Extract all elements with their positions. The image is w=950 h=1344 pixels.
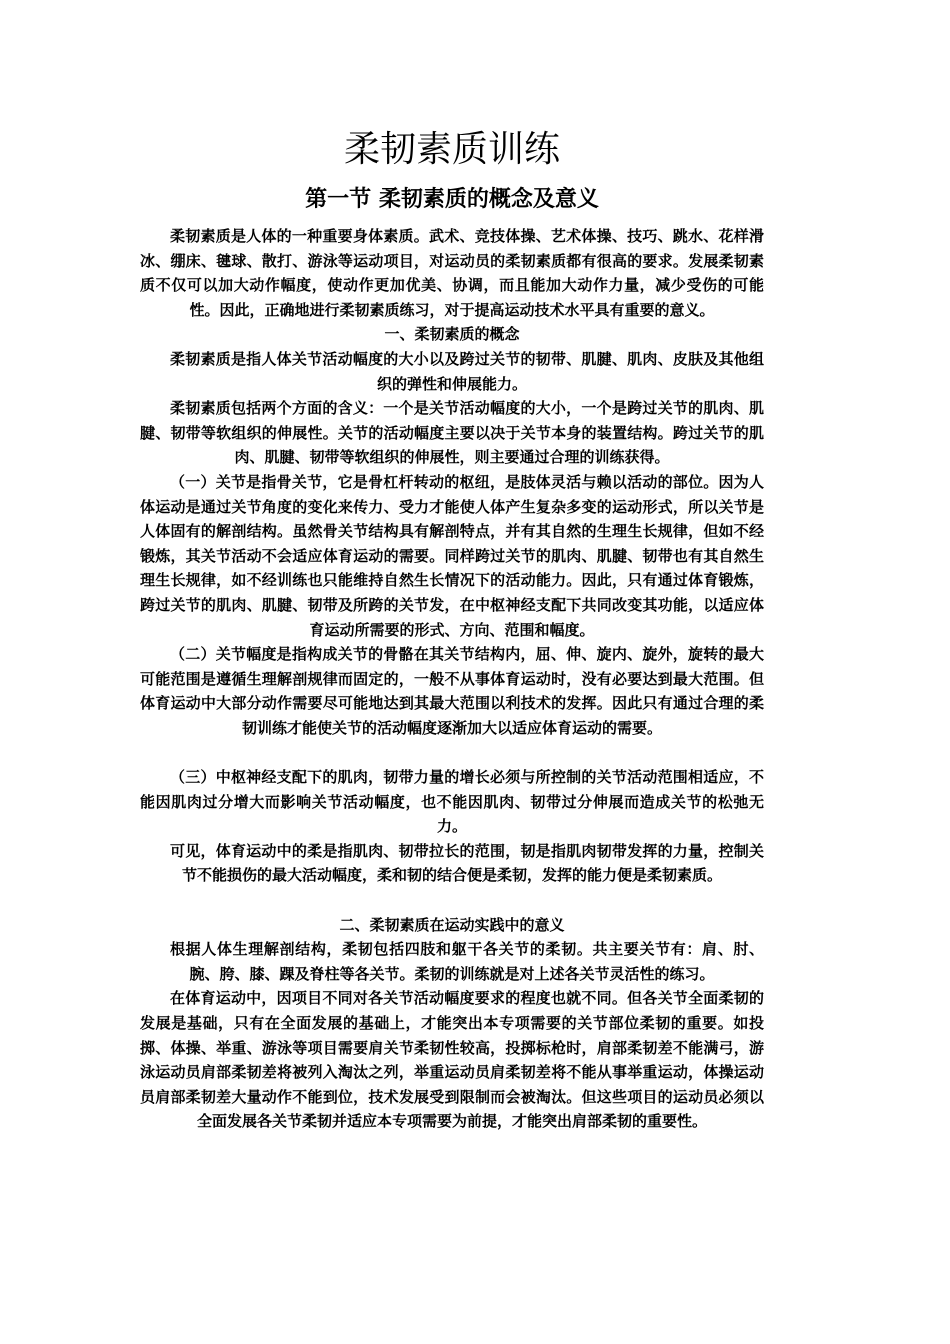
paragraph-point-3: （三）中枢神经支配下的肌肉，韧带力量的增长必须与所控制的关节活动范围相适应，不能因肌肉过分增大而影响关节活动幅度，也不能因肌肉、韧带过分伸展而造成关节的松弛无力。: [140, 768, 764, 836]
paragraph-point-1: （一）关节是指骨关节，它是骨杠杆转动的枢纽，是肢体灵活与赖以活动的部位。因为人体运动是通过关节角度的变化来传力、受力才能使人体产生复杂多变的运动形式，所以关节是人体固有的解剖结构。虽然骨关节结构具有解剖特点，并有其自然的生理生长规律，但如不经锻炼，其关节活动不会适应体育运动的需要。同样跨过关节的肌肉、肌腱、韧带也有其自然生理生长规律，如不经训练也只能维持自然生长情况下的活动能力。因此，只有通过体育锻炼，跨过关节的肌肉、肌腱、韧带及所跨的关节发，在中枢神经支配下共同改变其功能，以适应体育运动所需要的形式、方向、范围和幅度。: [140, 472, 764, 639]
paragraph-joints: 根据人体生理解剖结构，柔韧包括四肢和躯干各关节的柔韧。共主要关节有：肩、肘、腕、胯、膝、踝及脊柱等各关节。柔韧的训练就是对上述各关节灵活性的练习。: [170, 940, 764, 983]
document-body: [140, 224, 764, 1134]
paragraph-sports: 在体育运动中，因项目不同对各关节活动幅度要求的程度也就不同。但各关节全面柔韧的发展是基础，只有在全面发展的基础上，才能突出本专项需要的关节部位柔韧的重要。如投掷、体操、举重、游泳等项目需要肩关节柔韧性较高，投掷标枪时，肩部柔韧差不能满弓，游泳运动员肩部柔韧差将被列入淘汰之列，举重运动员肩柔韧差将不能从事举重运动，体操运动员肩部柔韧差大量动作不能到位，技术发展受到限制而会被淘汰。但这些项目的运动员必须以全面发展各关节柔韧并适应本专项需要为前提，才能突出肩部柔韧的重要性。: [140, 989, 764, 1131]
document-title: 柔韧素质训练: [343, 129, 560, 170]
paragraph-conclusion: 可见，体育运动中的柔是指肌肉、韧带拉长的范围，韧是指肌肉韧带发挥的力量，控制关节不能损伤的最大活动幅度，柔和韧的结合便是柔韧，发挥的能力便是柔韧素质。: [170, 841, 764, 885]
blank-line: [140, 888, 764, 913]
heading-significance: 二、柔韧素质在运动实践中的意义: [339, 915, 565, 934]
heading-concept: 一、柔韧素质的概念: [384, 325, 520, 344]
paragraph-intro: 柔韧素质是人体的一种重要身体素质。武术、竞技体操、艺术体操、技巧、跳水、花样滑冰、绷床、毽球、散打、游泳等运动项目，对运动员的柔韧素质都有很高的要求。发展柔韧素质不仅可以加大动作幅度，使动作更加优美、协调，而且能加大动作力量，减少受伤的可能性。因此，正确地进行柔韧素质练习，对于提高运动技术水平具有重要的意义。: [140, 227, 764, 319]
section-title: 第一节 柔韧素质的概念及意义: [305, 187, 599, 212]
paragraph-point-2: （二）关节幅度是指构成关节的骨骼在其关节结构内，屈、伸、旋内、旋外，旋转的最大可能范围是遵循生理解剖规律而固定的，一般不从事体育运动时，没有必要达到最大范围。但体育运动中大部分动作需要尽可能地达到其最大范围以利技术的发挥。因此只有通过合理的柔韧训练才能使关节的活动幅度逐渐加大以适应体育运动的需要。: [140, 645, 764, 737]
blank-line: [140, 740, 764, 765]
paragraph-definition: 柔韧素质是指人体关节活动幅度的大小以及跨过关节的韧带、肌腱、肌肉、皮肤及其他组织的弹性和伸展能力。: [170, 349, 764, 393]
paragraph-two-aspects: 柔韧素质包括两个方面的含义：一个是关节活动幅度的大小，一个是跨过关节的肌肉、肌腱、韧带等软组织的伸展性。关节的活动幅度主要以决于关节本身的装置结构。跨过关节的肌肉、肌腱、韧带等软组织的伸展性，则主要通过合理的训练获得。: [140, 399, 764, 467]
